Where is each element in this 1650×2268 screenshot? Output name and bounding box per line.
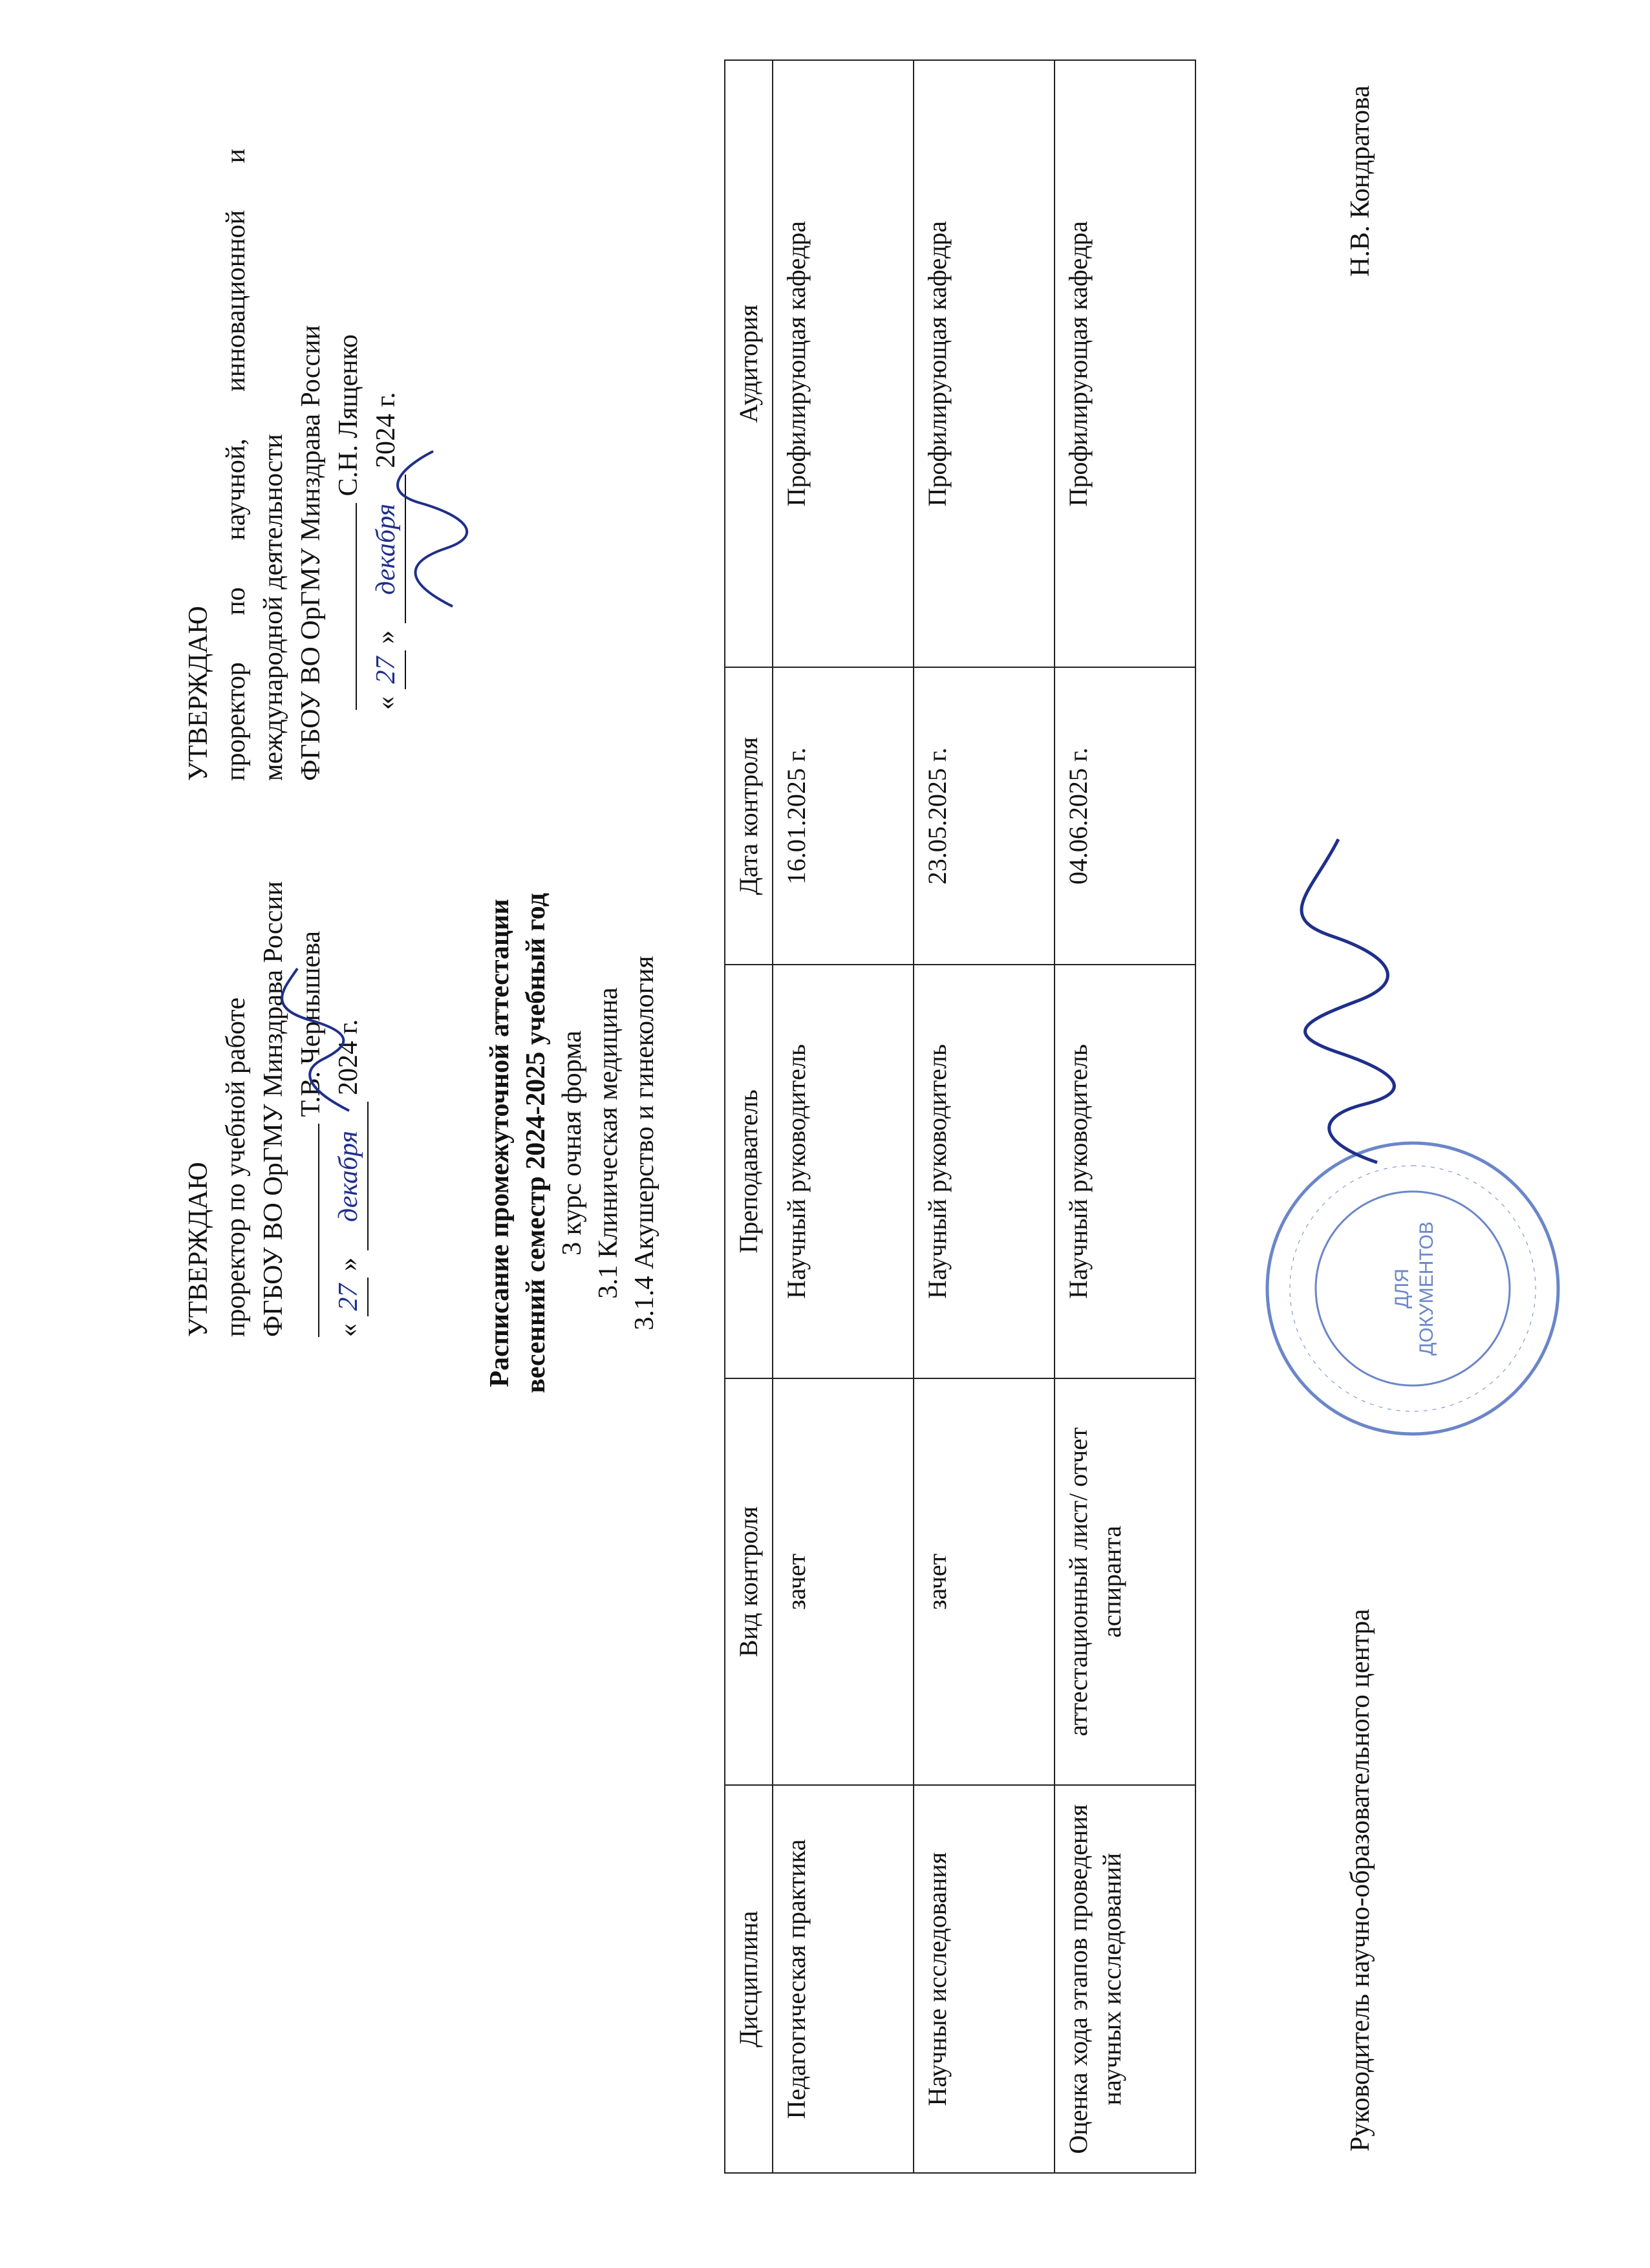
signature-left-image: [272, 962, 375, 1117]
signature-right-image: [388, 445, 478, 613]
approval-name: С.Н. Лященко: [334, 334, 363, 497]
cell-discipline: Оценка хода этапов проведения научных исследований: [1055, 1785, 1195, 2173]
table-row: [914, 60, 1055, 2173]
cell-teacher: Научный руководитель: [914, 965, 1055, 1378]
approval-heading: УТВЕРЖДАЮ: [184, 1162, 213, 1337]
quote-open: «: [371, 696, 401, 710]
approval-year: 2024 г.: [371, 392, 401, 468]
approval-heading: УТВЕРЖДАЮ: [184, 606, 213, 781]
approval-position: проректор по учебной работе: [221, 997, 251, 1337]
approval-month: декабря: [330, 1102, 369, 1251]
approval-signature-line: [330, 37, 367, 781]
approval-month: декабря: [367, 475, 406, 624]
cell-control-type: зачет: [914, 1378, 1055, 1786]
header-discipline: Дисциплина: [725, 1785, 773, 2173]
footer-role: Руководитель научно-образовательного центра: [1345, 1609, 1375, 2152]
cell-discipline: Научные исследования: [914, 1785, 1055, 2173]
cell-room: Профилирующая кафедра: [914, 60, 1055, 667]
approval-position-line1: проректор по научной, инновационной и: [221, 148, 251, 781]
footer-name: Н.В. Кондратова: [1345, 85, 1375, 277]
official-stamp-image: [1261, 1137, 1565, 1440]
table-row: [773, 60, 914, 2173]
table-header-row: [725, 60, 773, 2173]
approval-date-line: [367, 37, 406, 781]
header-control-type: Вид контроля: [725, 1378, 773, 1786]
cell-discipline: Педагогическая практика: [773, 1785, 914, 2173]
schedule-table: [724, 59, 1196, 2174]
header-room: Аудитория: [725, 60, 773, 667]
cell-date: 23.05.2025 г.: [914, 667, 1055, 965]
approval-block-right: [180, 37, 406, 781]
approval-name: Т.В. Чернышева: [296, 931, 326, 1117]
cell-control-type: зачет: [773, 1378, 914, 1786]
title-line1: Расписание промежуточной аттестации: [485, 899, 515, 1387]
title-line2: весенний семестр 2024-2025 учебный год: [521, 893, 551, 1393]
header-date: Дата контроля: [725, 667, 773, 965]
title-line5: 3.1.4 Акушерство и гинекология: [630, 956, 659, 1331]
signature-blank: [356, 503, 357, 710]
table-row: [1055, 60, 1195, 2173]
cell-teacher: Научный руководитель: [773, 965, 914, 1378]
cell-room: Профилирующая кафедра: [773, 60, 914, 667]
header-teacher: Преподаватель: [725, 965, 773, 1378]
approval-org: ФГБОУ ВО ОрГМУ Минздрава России: [259, 881, 288, 1337]
quote-open: «: [334, 1323, 363, 1337]
cell-room: Профилирующая кафедра: [1055, 60, 1195, 667]
stamp-text-line1: ДЛЯ: [1391, 1268, 1413, 1309]
stamp-text-line2: ДОКУМЕНТОВ: [1416, 1221, 1437, 1356]
quote-close: »: [371, 630, 401, 644]
approval-year: 2024 г.: [334, 1019, 363, 1095]
approval-day: 27: [330, 1278, 369, 1317]
cell-control-type: аттестационный лист/ отчет аспиранта: [1055, 1378, 1195, 1786]
signature-bottom-image: [1300, 833, 1403, 1169]
cell-date: 16.01.2025 г.: [773, 667, 914, 965]
approval-day: 27: [367, 651, 406, 690]
signature-blank: [318, 1124, 319, 1337]
document-title: [482, 755, 663, 1531]
cell-teacher: Научный руководитель: [1055, 965, 1195, 1378]
approval-position-line2: международной деятельности: [259, 434, 288, 781]
title-line3: 3 курс очная форма: [557, 1031, 587, 1256]
approval-org: ФГБОУ ВО ОрГМУ Минздрава России: [296, 325, 326, 781]
quote-close: »: [334, 1257, 363, 1271]
cell-date: 04.06.2025 г.: [1055, 667, 1195, 965]
title-line4: 3.1 Клиническая медицина: [594, 987, 623, 1299]
